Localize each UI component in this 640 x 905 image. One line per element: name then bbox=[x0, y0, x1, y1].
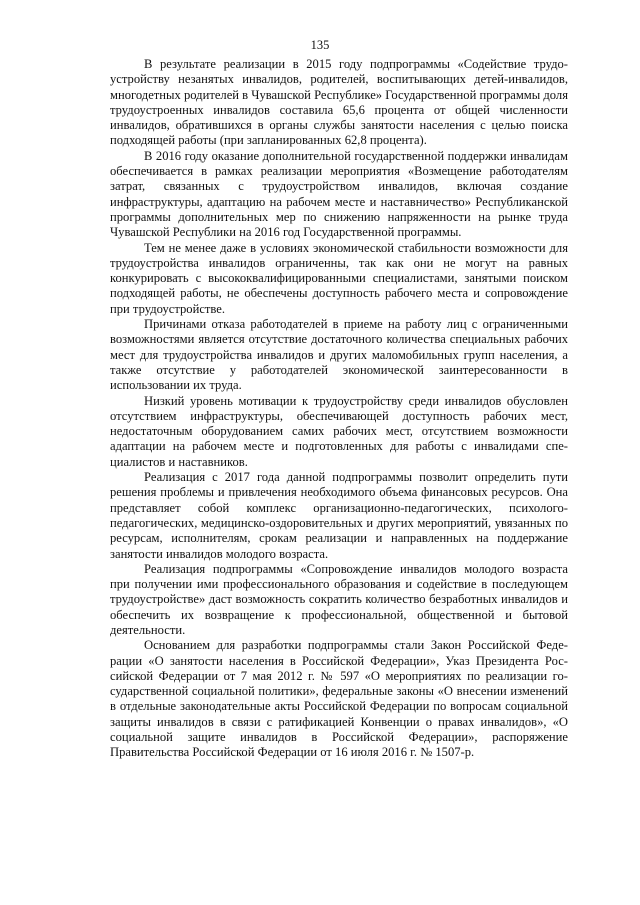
paragraph-1: В результате реализации в 2015 году подпрограммы «Содействие трудоустройству незанятых инвалидов, родителей, воспитывающих детей-инвалидов, многодетных родителей в Чувашской Республике» Государственной программы доля трудоустроенных инвалидов составила 65,6 процента от общей численности инвалидов, обратившихся в органы службы занятости населения с целью поиска подходящей работы (при запланированных 62,8 процента). bbox=[110, 57, 569, 148]
paragraph-4: Причинами отказа работодателей в приеме на работу лиц с ограниченными возможностями является отсутствие достаточного количества специальных рабочих мест для трудоустройства инвалидов и других маломобильных групп населения, а также отсутствие у работодателей экономической заинтересованности в использовании их труда. bbox=[110, 317, 568, 393]
paragraph-6: Реализация с 2017 года данной подпрограммы позволит определить пути решения проблемы и привлечения необходимого объема финансовых ресурсов. Она представляет собой комплекс организационно-педагогических, психолого-педагогических, медицинско-оздоровительных и других мероприятий, увязанных по ресурсам, исполнителям, срокам реализации и направленных на поддержание занятости инвалидов молодого возраста. bbox=[110, 470, 568, 561]
paragraph-8: Основанием для разработки подпрограммы стали Закон Российской Федерации «О занятости населения в Российской Федерации», Указ Президента Российской Федерации от 7 мая 2012 г. № 597 «О мероприятиях по реализации государственной социальной политики», федеральные законы «О внесении изменений в отдельные законодательные акты Российской Федерации по вопросам социальной защиты инвалидов в связи с ратификацией Конвенции о правах инвалидов», «О социальной защите инвалидов в Российской Федерации», распоряжение Правительства Российской Федерации от 16 июля 2016 г. № 1507-р. bbox=[110, 638, 568, 760]
paragraph-2: В 2016 году оказание дополнительной государственной поддержки инвалидам обеспечивается в рамках реализации мероприятия «Возмещение работодателям затрат, связанных с трудоустройством инвалидов, включая создание инфраструктуры, адаптацию на рабочем месте и наставничество» Республиканской программы дополнительных мер по снижению напряженности на рынке труда Чувашской Республики на 2016 год Государственной программы. bbox=[110, 148, 568, 240]
paragraph-5: Низкий уровень мотивации к трудоустройству среди инвалидов обусловлен отсутствием инфраструктуры, обеспечивающей доступность рабочих мест, недостаточным оборудованием самих рабочих мест, отсутствием возможности адаптации на рабочем месте и подготовленных для работы с инвалидами специалистов и наставников. bbox=[110, 393, 568, 469]
paragraph-3: Тем не менее даже в условиях экономической стабильности возможности для трудоустройства инвалидов ограниченны, так как они не могут на равных конкурировать с высококвалифицированными специалистами, занятыми поиском подходящей работы, не обеспечены доступность рабочего места и сопровождение при трудоустройстве. bbox=[110, 240, 568, 316]
body-text bbox=[110, 57, 568, 761]
page-number: 135 bbox=[310, 38, 330, 52]
paragraph-7: Реализация подпрограммы «Сопровождение инвалидов молодого возраста при получении ими профессионального образования и содействие в последующем трудоустройстве» даст возможность сократить количество безработных инвалидов и обеспечить их возвращение к профессиональной, общественной и бытовой деятельности. bbox=[110, 561, 568, 637]
